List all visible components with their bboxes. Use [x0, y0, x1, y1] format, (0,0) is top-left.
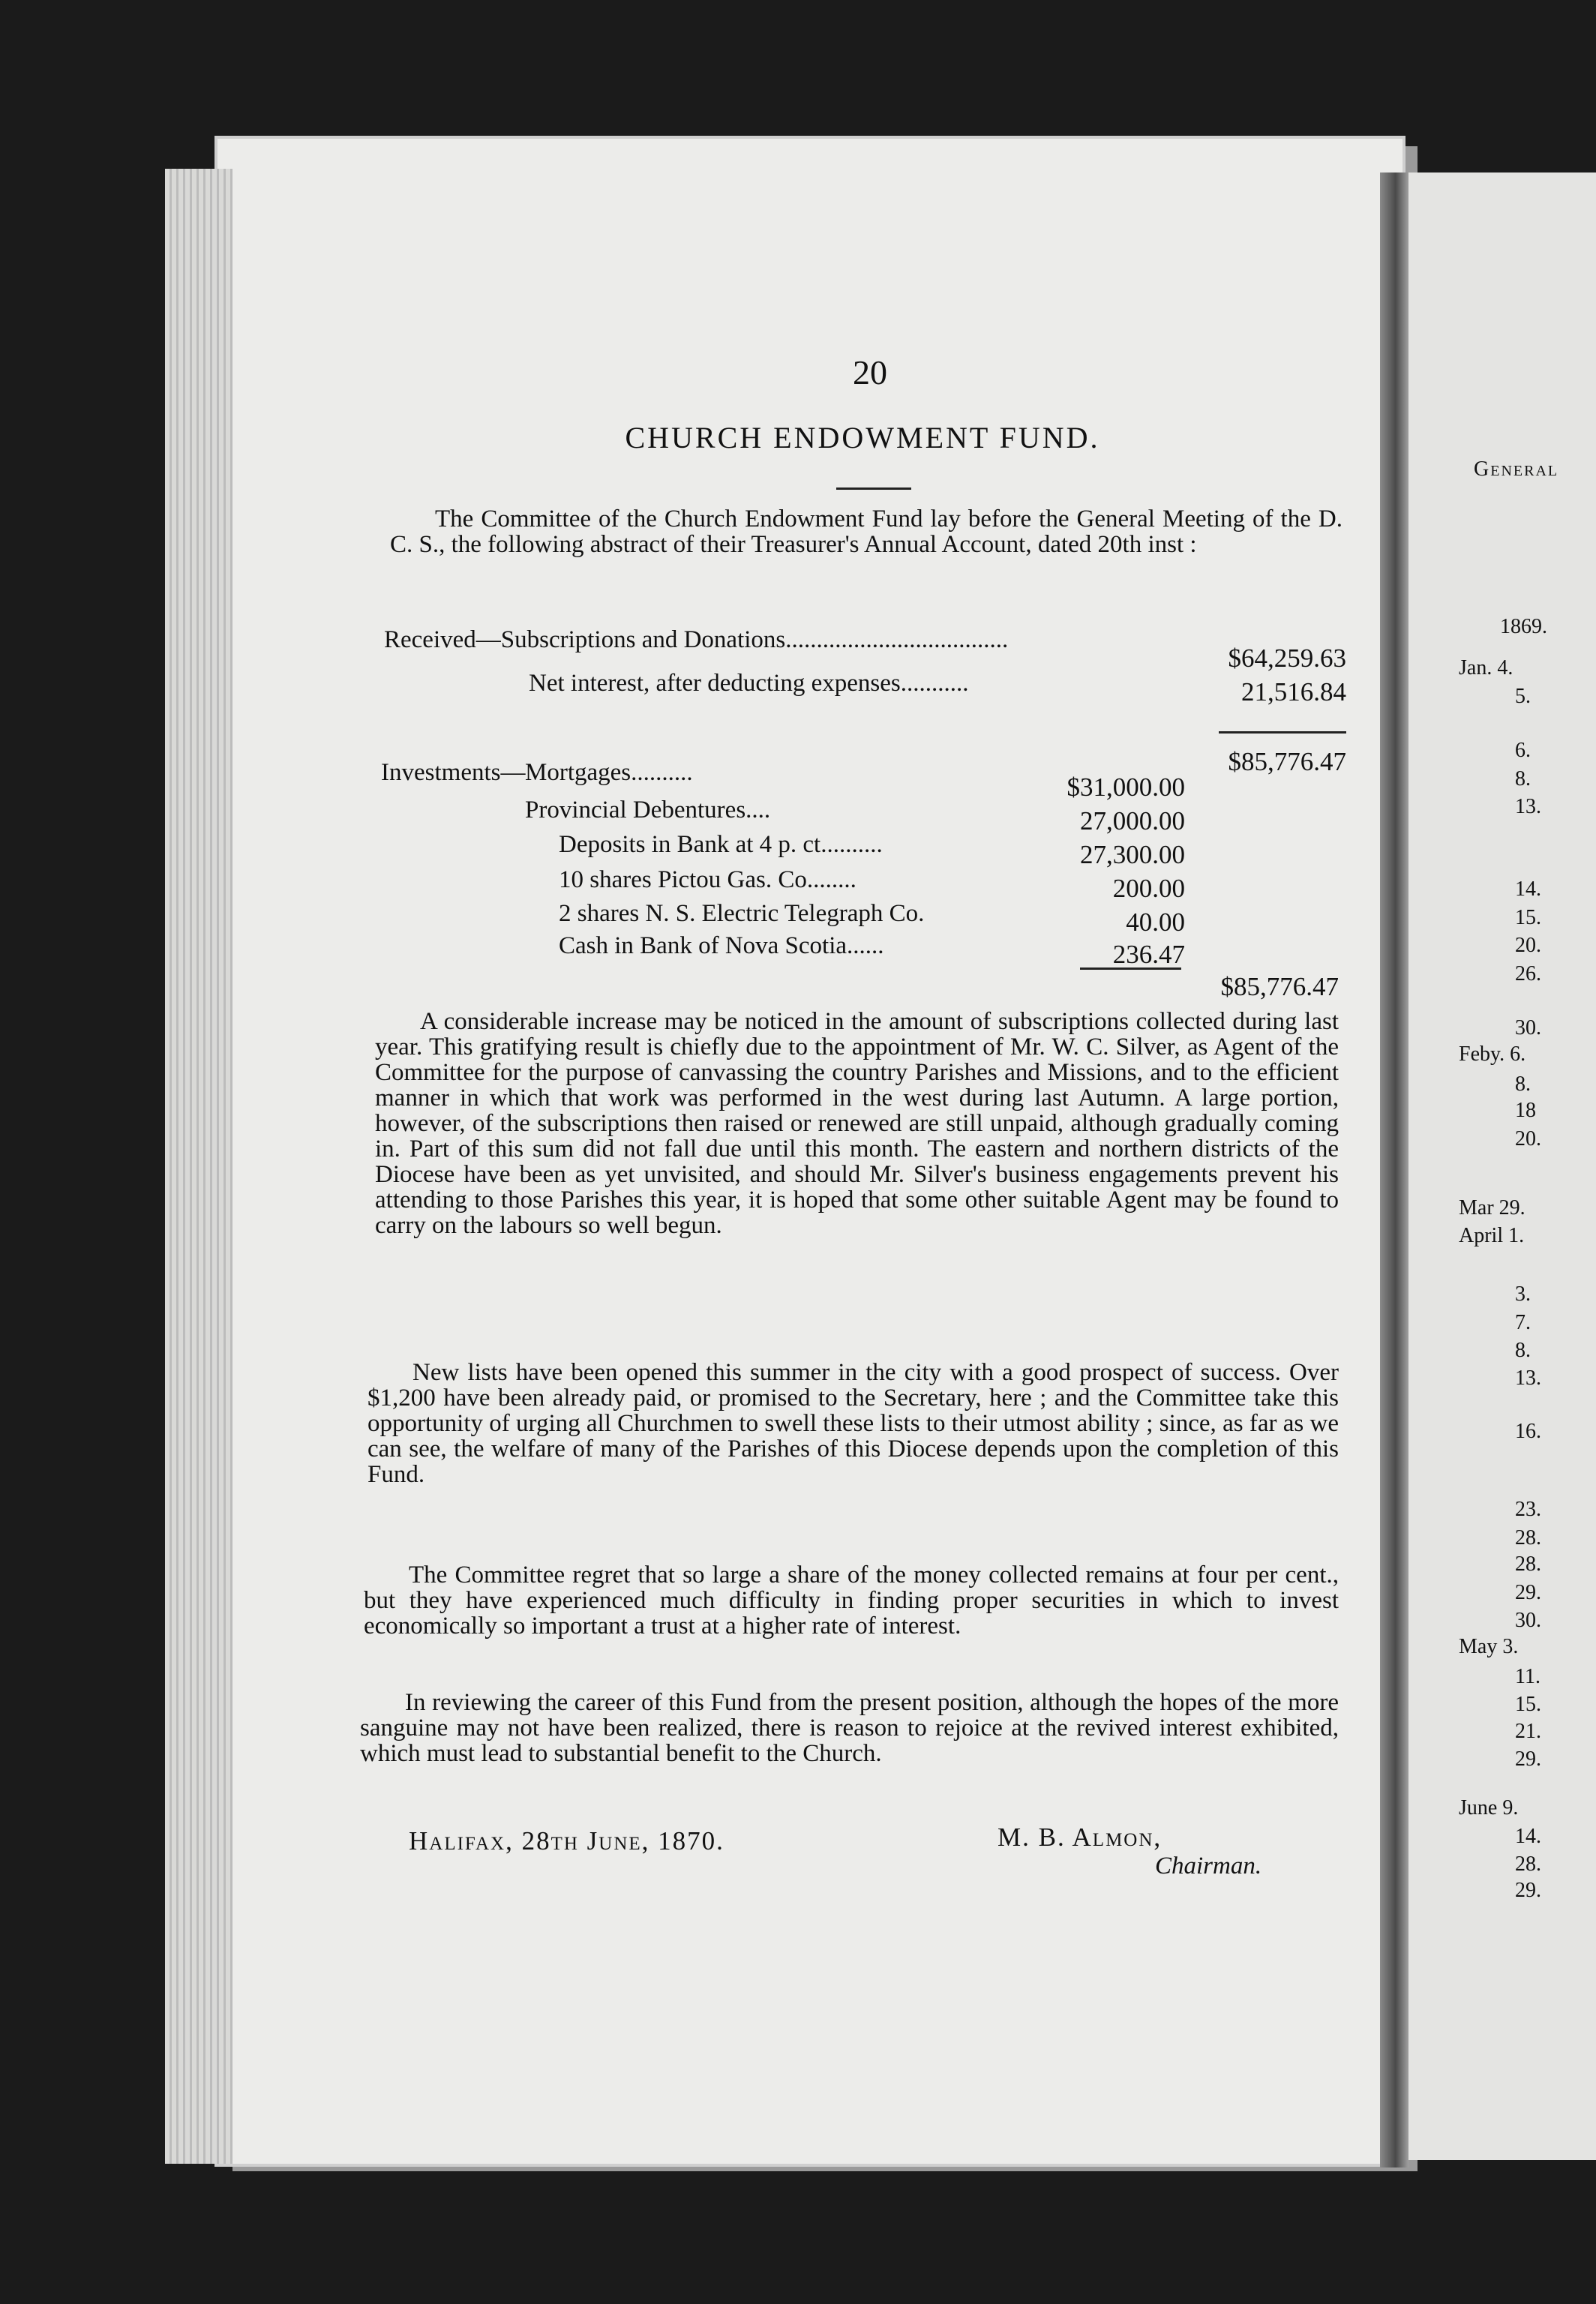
body-paragraph: The Committee regret that so large a share of the money collected remains at four per cent., but they have experienced much difficulty in finding proper securities in which to invest economically so important a trust at a higher rate of interest.: [364, 1562, 1339, 1640]
facing-page-date: 30.: [1515, 1016, 1541, 1040]
facing-page-date: 29.: [1515, 1748, 1541, 1771]
facing-page-date: 11.: [1515, 1665, 1540, 1688]
signer-name: M. B. Almon,: [998, 1822, 1162, 1852]
facing-page-date: 15.: [1515, 906, 1541, 929]
facing-page-date: 8.: [1515, 1339, 1531, 1362]
facing-page-date: Jan. 4.: [1459, 656, 1514, 680]
investment-amount: 27,000.00: [1080, 806, 1185, 836]
page-title: CHURCH ENDOWMENT FUND.: [625, 421, 1100, 454]
facing-page-date: 3.: [1515, 1282, 1531, 1306]
facing-page-date: 28.: [1515, 1852, 1541, 1876]
facing-page-date: 20.: [1515, 1127, 1541, 1150]
sum-rule: [1219, 731, 1346, 734]
investments-sum-rule: [1080, 968, 1181, 970]
investment-amount: $31,000.00: [1066, 772, 1185, 802]
facing-page-date: 28.: [1515, 1552, 1541, 1576]
investment-amount: 200.00: [1112, 874, 1185, 903]
investment-label: Cash in Bank of Nova Scotia......: [559, 932, 884, 959]
title-rule: [836, 488, 911, 490]
investment-label: Mortgages..........: [525, 759, 693, 786]
investment-label: Provincial Debentures....: [525, 796, 771, 824]
facing-page-date: 7.: [1515, 1311, 1531, 1334]
facing-page-date: 8.: [1515, 1072, 1531, 1096]
facing-page-date: 13.: [1515, 1366, 1541, 1390]
received-amount: $64,259.63: [1228, 644, 1346, 673]
facing-page-date: 20.: [1515, 934, 1541, 957]
body-paragraph: A considerable increase may be noticed in the amount of subscriptions collected during last year. This gratifying result is chiefly due to the appointment of Mr. W. C. Silver, as Agent of the Committee for the purpose of canvassing the country Parishes and Missions, and to the efficient manner in which that work was performed in the west during last Autumn. A large portion, however, of the subscriptions then raised or renewed are still unpaid, although gradually coming in. Part of this sum did not fall due until this month. The eastern and northern districts of the Diocese have been as yet unvisited, and should Mr. Silver's business engagements prevent his attending to those Parishes this year, it is hoped that some other suitable Agent may be found to carry on the labours so well begun.: [375, 1008, 1339, 1239]
investments-label: Investments—: [381, 759, 526, 786]
interest-amount: 21,516.84: [1241, 677, 1346, 706]
received-label: Received—Subscriptions and Donations....................................: [384, 626, 1009, 653]
facing-page-date: 6.: [1515, 739, 1531, 762]
facing-page-date: 14.: [1515, 878, 1541, 901]
investments-total: $85,776.47: [1220, 972, 1339, 1001]
facing-page-date: 26.: [1515, 962, 1541, 986]
investment-amount: 27,300.00: [1080, 840, 1185, 869]
facing-page-date: June 9.: [1459, 1796, 1519, 1820]
investment-label: 2 shares N. S. Electric Telegraph Co.: [559, 900, 925, 927]
investment-label: 10 shares Pictou Gas. Co........: [559, 866, 856, 893]
body-paragraph: In reviewing the career of this Fund from the present position, although the hopes of the more sanguine may not have been realized, there is reason to rejoice at the revived interest exhibited, which must lead to substantial benefit to the Church.: [360, 1689, 1339, 1767]
facing-page-date: 18: [1515, 1099, 1536, 1122]
page-number: 20: [853, 353, 887, 392]
intro-paragraph: The Committee of the Church Endowment Fund lay before the General Meeting of the D. C. S., the following abstract of their Treasurer's Annual Account, dated 20th inst :: [390, 506, 1342, 558]
facing-page-date: 5.: [1515, 685, 1531, 708]
facing-page-date: 29.: [1515, 1581, 1541, 1604]
facing-page-date: 23.: [1515, 1498, 1541, 1521]
investment-amount: 236.47: [1112, 940, 1185, 969]
received-total: $85,776.47: [1228, 747, 1346, 776]
facing-page-date: Feby. 6.: [1459, 1042, 1526, 1066]
facing-page-year: 1869.: [1500, 615, 1547, 638]
facing-page-date: 30.: [1515, 1609, 1541, 1632]
facing-page-date: 21.: [1515, 1720, 1541, 1743]
facing-page-date: 8.: [1515, 767, 1531, 790]
facing-page-date: 14.: [1515, 1825, 1541, 1848]
facing-page-date: 15.: [1515, 1693, 1541, 1716]
facing-page-date: Mar 29.: [1459, 1196, 1526, 1220]
facing-page-date: 28.: [1515, 1526, 1541, 1550]
place-date: Halifax, 28th June, 1870.: [409, 1826, 724, 1856]
interest-label: Net interest, after deducting expenses...........: [529, 670, 969, 697]
body-paragraph: New lists have been opened this summer in the city with a good prospect of success. Over $1,200 have been already paid, or promised to the Secretary, here ; and the Committee take this opportunity of urging all Churchmen to swell these lists to their utmost ability ; since, as far as we can see, the welfare of many of the Parishes of this Diocese depends upon the completion of this Fund.: [368, 1359, 1339, 1488]
facing-page-date: 13.: [1515, 795, 1541, 818]
investment-amount: 40.00: [1126, 908, 1185, 937]
facing-page-date: 16.: [1515, 1420, 1541, 1443]
signer-title: Chairman.: [1155, 1852, 1262, 1880]
facing-page-date: May 3.: [1459, 1635, 1519, 1658]
investment-label: Deposits in Bank at 4 p. ct..........: [559, 831, 883, 858]
facing-page-header: General: [1474, 458, 1559, 481]
facing-page-date: April 1.: [1459, 1224, 1525, 1247]
facing-page-date: 29.: [1515, 1879, 1541, 1902]
